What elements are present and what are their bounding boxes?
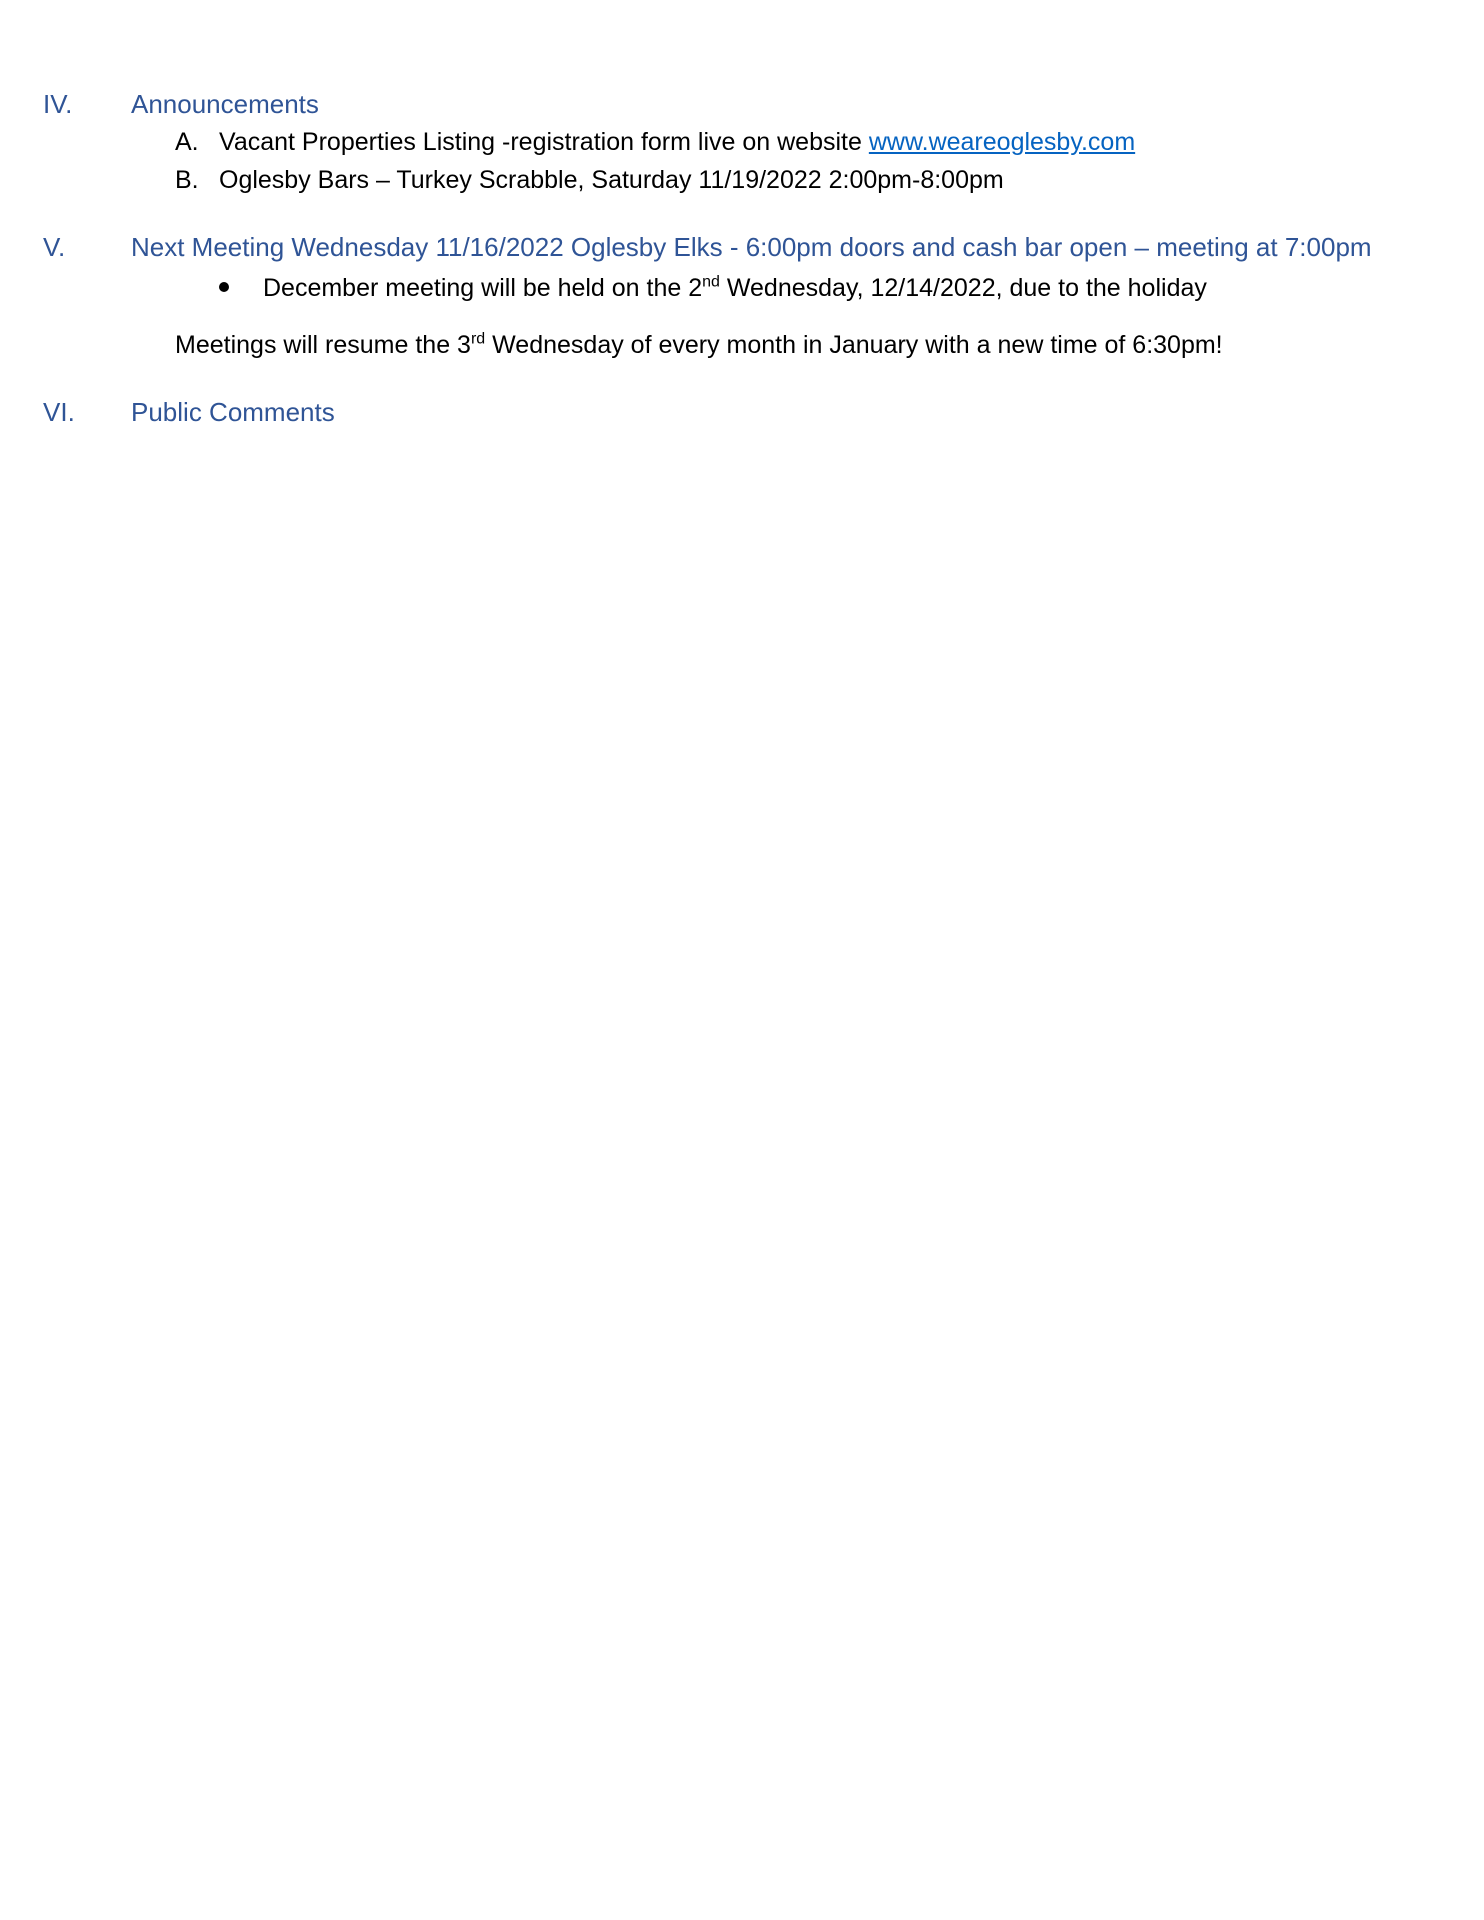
bullet-icon — [219, 282, 229, 292]
section-title: Public Comments — [131, 397, 335, 427]
section-heading-announcements — [43, 89, 319, 120]
website-link[interactable]: www.weareoglesby.com — [868, 128, 1136, 156]
section-title: Next Meeting Wednesday 11/16/2022 Oglesby Elks - 6:00pm doors and cash bar open – meeting at 7:00pm — [131, 232, 1372, 262]
list-marker: B. — [175, 166, 199, 194]
list-item-text: Oglesby Bars – Turkey Scrabble, Saturday 11/19/2022 2:00pm-8:00pm — [219, 166, 1004, 194]
note-text-before: Meetings will resume the 3 — [175, 331, 471, 359]
meetings-resume-note — [175, 330, 1223, 360]
note-text-after: Wednesday of every month in January with a new time of 6:30pm! — [485, 331, 1223, 359]
ordinal-suffix: rd — [470, 330, 486, 348]
section-numeral: V. — [43, 232, 66, 262]
list-marker: A. — [175, 128, 199, 156]
list-item-vacant-properties — [175, 127, 1135, 157]
section-heading-next-meeting — [43, 232, 1372, 263]
ordinal-suffix: nd — [702, 273, 720, 291]
bullet-text-after: Wednesday, 12/14/2022, due to the holiday — [719, 274, 1207, 302]
list-item-turkey-scrabble — [175, 165, 1004, 195]
list-item-text: Vacant Properties Listing -registration form live on website — [219, 128, 869, 156]
bullet-item-december-meeting — [219, 273, 1207, 303]
bullet-text-before: December meeting will be held on the 2 — [263, 274, 703, 302]
section-heading-public-comments — [43, 397, 335, 428]
section-numeral: VI. — [43, 397, 75, 427]
section-numeral: IV. — [43, 89, 73, 119]
section-title: Announcements — [131, 89, 319, 119]
